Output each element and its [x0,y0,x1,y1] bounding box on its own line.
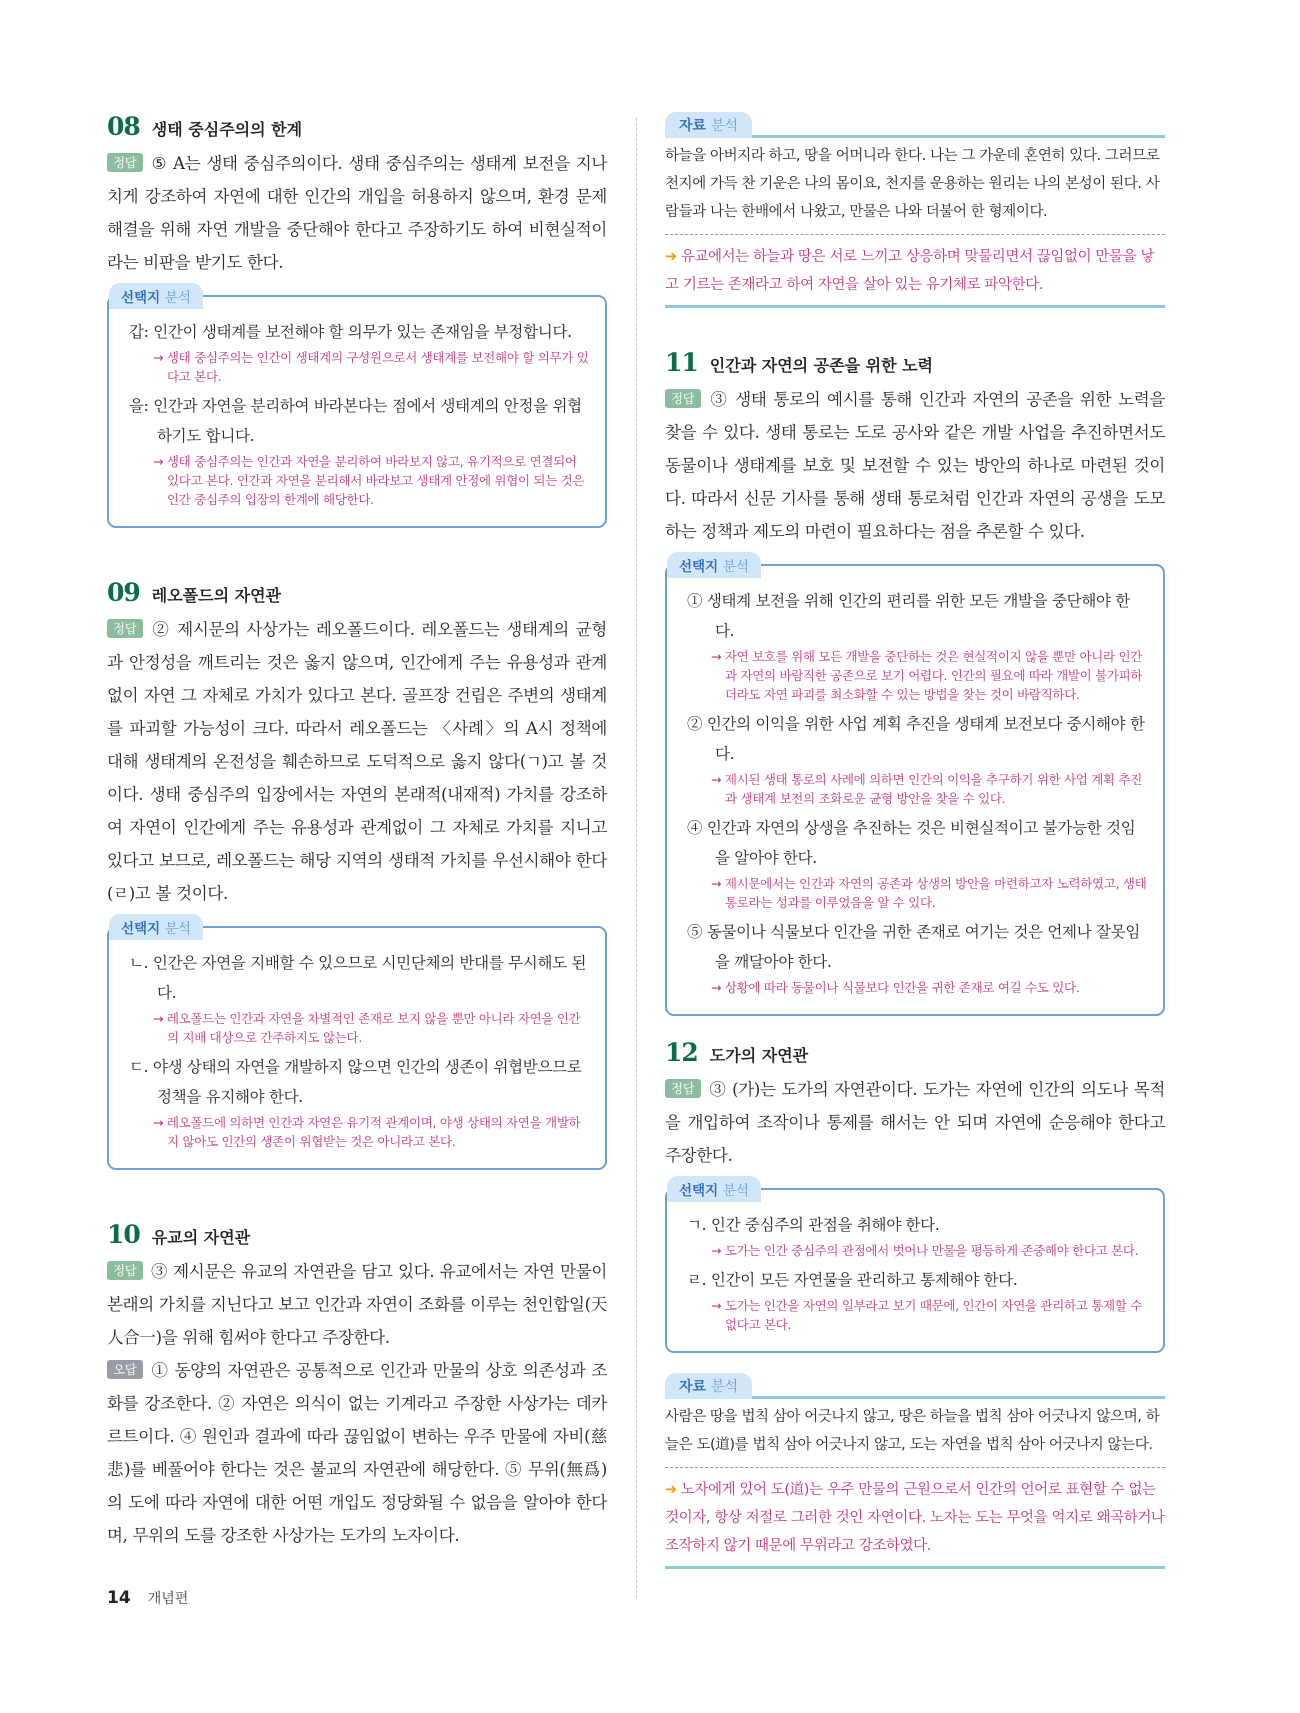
label-sub: 분석 [722,559,749,575]
answer-paragraph [107,613,607,910]
page-number: 14 [107,1588,131,1608]
question-number: 10 [107,1220,140,1249]
choice-analysis-label [109,283,203,309]
section-name: 개념편 [147,1591,189,1607]
choice-item: 갑: 인간이 생태계를 보전해야 할 의무가 있는 존재임을 부정합니다. [129,323,572,341]
choice-note: → 도가는 인간 중심주의 관점에서 벗어나 만물을 평등하게 존중해야 한다고 본다. [711,1243,1139,1258]
resource-note [665,243,1165,299]
answer-text: ② 제시문의 사상가는 레오폴드이다. 레오폴드는 생태계의 균형과 안정성을 깨트리는 것은 옳지 않으며, 인간에게 주는 유용성과 관계없이 자연 그 자체로 가치가 있다고 본다. 골프장 건립은 주변의 생태계를 파괴할 가능성이 크다. 따라서 레오폴드는 〈사례〉의 A시 정책에 대해 생태계의 온전성을 훼손하므로 도덕적으로 옳지 않다(ㄱ)고 볼 것이다. 생태 중심주의 입장에서는 자연의 본래적(내재적) 가치를 강조하여 자연이 인간에게 주는 유용성과 관계없이 그 자체로 가치를 지니고 있다고 보므로, 레오폴드는 해당 지역의 생태적 가치를 우선시해야 한다(ㄹ)고 볼 것이다. [107,620,607,903]
choice-note: → 도가는 인간을 자연의 일부라고 보기 때문에, 인간이 자연을 관리하고 통제할 수 없다고 본다. [711,1298,1143,1332]
choice-item: ㄴ. 인간은 자연을 지배할 수 있으므로 시민단체의 반대를 무시해도 된다. [129,954,587,1002]
label-main: 선택지 [121,290,161,306]
resource-text: 사람은 땅을 법칙 삼아 어긋나지 않고, 땅은 하늘을 법칙 삼아 어긋나지 않으며, 하늘은 도(道)를 법칙 삼아 어긋나지 않고, 도는 자연을 법칙 삼아 어긋나지 않는다. [665,1409,1160,1453]
question-11 [665,348,1165,1016]
choice-item: ⑤ 동물이나 식물보다 인간을 귀한 존재로 여기는 것은 언제나 잘못임을 깨달아야 한다. [687,923,1141,971]
choice-analysis-label [667,1176,761,1202]
answer-tag: 정답 [107,153,143,172]
label-main: 선택지 [679,559,719,575]
resource-bottom-line [665,1566,1165,1569]
resource-label [665,1373,752,1399]
label-sub: 분석 [164,921,191,937]
resource-top-line [745,1396,1165,1399]
question-title: 도가의 자연관 [709,1046,809,1065]
label-sub: 분석 [164,290,191,306]
choice-analysis-label [667,552,761,578]
question-title: 레오폴드의 자연관 [151,586,282,605]
choice-item: ④ 인간과 자연의 상생을 추진하는 것은 비현실적이고 불가능한 것임을 알아야 한다. [687,819,1136,867]
label-sub: 분석 [710,1379,738,1395]
question-title: 인간과 자연의 공존을 위한 노력 [709,356,934,375]
answer-paragraph [665,1073,1165,1172]
question-header [665,1038,1165,1067]
choice-item: ㄹ. 인간이 모든 자연물을 관리하고 통제해야 한다. [687,1271,1018,1289]
question-number: 11 [665,348,698,377]
page-footer [107,1588,188,1608]
question-title: 생태 중심주의의 한계 [151,120,303,139]
label-sub: 분석 [722,1183,749,1199]
resource-analysis-2 [665,1373,1165,1569]
choice-note: → 제시된 생태 통로의 사례에 의하면 인간의 이익을 추구하기 위한 사업 계획 추진과 생태계 보전의 조화로운 균형 방안을 찾을 수 있다. [711,772,1143,806]
resource-divider [665,234,1165,235]
question-header [107,578,607,607]
choice-analysis-label [109,914,203,940]
answer-paragraph [107,1255,607,1354]
label-main: 자료 [679,1379,707,1395]
answer-paragraph [107,147,607,279]
answer-text: ③ 생태 통로의 예시를 통해 인간과 자연의 공존을 위한 노력을 찾을 수 있다. 생태 통로는 도로 공사와 같은 개발 사업을 추진하면서도 동물이나 생태계를 보호 및 보전할 수 있는 방안의 하나로 마련된 것이다. 따라서 신문 기사를 통해 생태 통로처럼 인간과 자연의 공생을 도모하는 정책과 제도의 마련이 필요하다는 점을 추론할 수 있다. [665,390,1165,541]
choice-note: → 레오폴드에 의하면 인간과 자연은 유기적 관계이며, 야생 상태의 자연을 개발하지 않아도 인간의 생존이 위협받는 것은 아니라고 본다. [153,1115,581,1149]
choice-item: ② 인간의 이익을 위한 사업 계획 추진을 생태계 보전보다 중시해야 한다. [687,715,1145,763]
choice-analysis [107,921,607,1170]
question-header [107,1220,607,1249]
answer-text: ③ 제시문은 유교의 자연관을 담고 있다. 유교에서는 자연 만물이 본래의 가치를 지닌다고 보고 인간과 자연이 조화를 이루는 천인합일(天人合一)을 위해 힘써야 한다고 주장한다. [107,1262,607,1347]
resource-bottom-line [665,305,1165,308]
question-12 [665,1038,1165,1353]
choice-note: → 레오폴드는 인간과 자연을 차별적인 존재로 보지 않을 뿐만 아니라 자연을 인간의 지배 대상으로 간주하지도 않는다. [153,1011,581,1045]
choice-analysis-box [107,926,607,1170]
choice-analysis [665,559,1165,1016]
resource-top-line [745,135,1165,138]
answer-tag: 정답 [107,619,143,638]
choice-analysis-box [107,295,607,528]
choice-note: → 자연 보호를 위해 모든 개발을 중단하는 것은 현실적이지 않을 뿐만 아니라 인간과 자연의 바람직한 공존으로 보기 어렵다. 인간의 필요에 따라 개발이 불가피하더라도 자연 파괴를 최소화할 수 있는 방법을 찾는 것이 바람직하다. [711,649,1143,702]
choice-analysis-box [665,564,1165,1016]
right-column [665,112,1165,1573]
resource-text: 하늘을 아버지라 하고, 땅을 어머니라 한다. 나는 그 가운데 혼연히 있다. 그러므로 천지에 가득 찬 기운은 나의 몸이요, 천지를 운용하는 원리는 나의 본성이 된다. 사람들과 나는 한배에서 나왔고, 만물은 나와 더불어 한 형제이다. [665,148,1160,220]
answer-text: ⑤ A는 생태 중심주의이다. 생태 중심주의는 생태계 보전을 지나치게 강조하여 자연에 대한 인간의 개입을 허용하지 않으며, 환경 문제 해결을 위해 자연 개발을 중단해야 한다고 주장하기도 하여 비현실적이라는 비판을 받기도 한다. [107,154,607,272]
question-number: 12 [665,1038,698,1067]
choice-note: → 상황에 따라 동물이나 식물보다 인간을 귀한 존재로 여길 수도 있다. [711,980,1080,995]
question-08 [107,112,607,528]
wrong-answer-tag: 오답 [107,1360,143,1379]
choice-note: → 생태 중심주의는 인간과 자연을 분리하여 바라보지 않고, 유기적으로 연결되어 있다고 본다. 인간과 자연을 분리해서 바라보고 생태계 안정에 위협이 되는 것은 인간 중심주의 입장의 한계에 해당한다. [153,454,585,507]
choice-analysis-box [665,1188,1165,1353]
question-09 [107,578,607,1170]
label-main: 자료 [679,118,707,134]
question-header [107,112,607,141]
wrong-answer-paragraph [107,1354,607,1552]
resource-note-text: 노자에게 있어 도(道)는 우주 만물의 근원으로서 인간의 언어로 표현할 수 없는 것이자, 항상 저절로 그러한 것인 자연이다. 노자는 도는 무엇을 억지로 왜곡하거나 조작하지 않기 때문에 무위라고 강조하였다. [665,1482,1165,1554]
resource-note [665,1476,1165,1560]
answer-tag: 정답 [107,1261,143,1280]
choice-note: → 제시문에서는 인간과 자연의 공존과 상생의 방안을 마련하고자 노력하였고, 생태 통로라는 성과를 이루었음을 알 수 있다. [711,876,1147,910]
question-number: 09 [107,578,140,607]
arrow-right-icon: ➜ [665,1482,677,1498]
wrong-answer-text: ① 동양의 자연관은 공통적으로 인간과 만물의 상호 의존성과 조화를 강조한다. ② 자연은 의식이 없는 기계라고 주장한 사상가는 데카르트이다. ④ 원인과 결과에 따라 끊임없이 변하는 우주 만물에 자비(慈悲)를 베풀어야 한다는 것은 불교의 자연관에 해당한다. ⑤ 무위(無爲)의 도에 따라 자연에 대한 어떤 개입도 정당화될 수 없음을 알아야 한다며, 무위의 도를 강조한 사상가는 도가의 노자이다. [107,1361,607,1545]
choice-item: 을: 인간과 자연을 분리하여 바라본다는 점에서 생태계의 안정을 위협하기도 합니다. [129,397,582,445]
left-column [107,112,607,1552]
answer-paragraph [665,383,1165,548]
arrow-right-icon: ➜ [665,249,677,265]
choice-note: → 생태 중심주의는 인간이 생태계의 구성원으로서 생태계를 보전해야 할 의무가 있다고 본다. [153,350,589,384]
choice-item: ㄷ. 야생 상태의 자연을 개발하지 않으면 인간의 생존이 위협받으므로 정책을 유지해야 한다. [129,1058,582,1106]
label-main: 선택지 [679,1183,719,1199]
question-10 [107,1220,607,1552]
answer-text: ③ (가)는 도가의 자연관이다. 도가는 자연에 인간의 의도나 목적을 개입하여 조작이나 통제를 해서는 안 되며 자연에 순응해야 한다고 주장한다. [665,1080,1165,1165]
resource-divider [665,1467,1165,1468]
question-title: 유교의 자연관 [151,1228,251,1247]
question-header [665,348,1165,377]
column-divider [636,118,637,1598]
choice-item: ㄱ. 인간 중심주의 관점을 취해야 한다. [687,1216,940,1234]
choice-analysis [665,1183,1165,1353]
choice-item: ① 생태계 보전을 위해 인간의 편리를 위한 모든 개발을 중단해야 한다. [687,592,1130,640]
label-sub: 분석 [710,118,738,134]
resource-analysis-1 [665,112,1165,308]
choice-analysis [107,290,607,528]
resource-note-text: 유교에서는 하늘과 땅은 서로 느끼고 상응하며 맞물리면서 끊임없이 만물을 낳고 기르는 존재라고 하여 자연을 살아 있는 유기체로 파악한다. [665,249,1155,293]
answer-tag: 정답 [665,1079,701,1098]
answer-tag: 정답 [665,389,701,408]
resource-label [665,112,752,138]
question-number: 08 [107,112,140,141]
label-main: 선택지 [121,921,161,937]
